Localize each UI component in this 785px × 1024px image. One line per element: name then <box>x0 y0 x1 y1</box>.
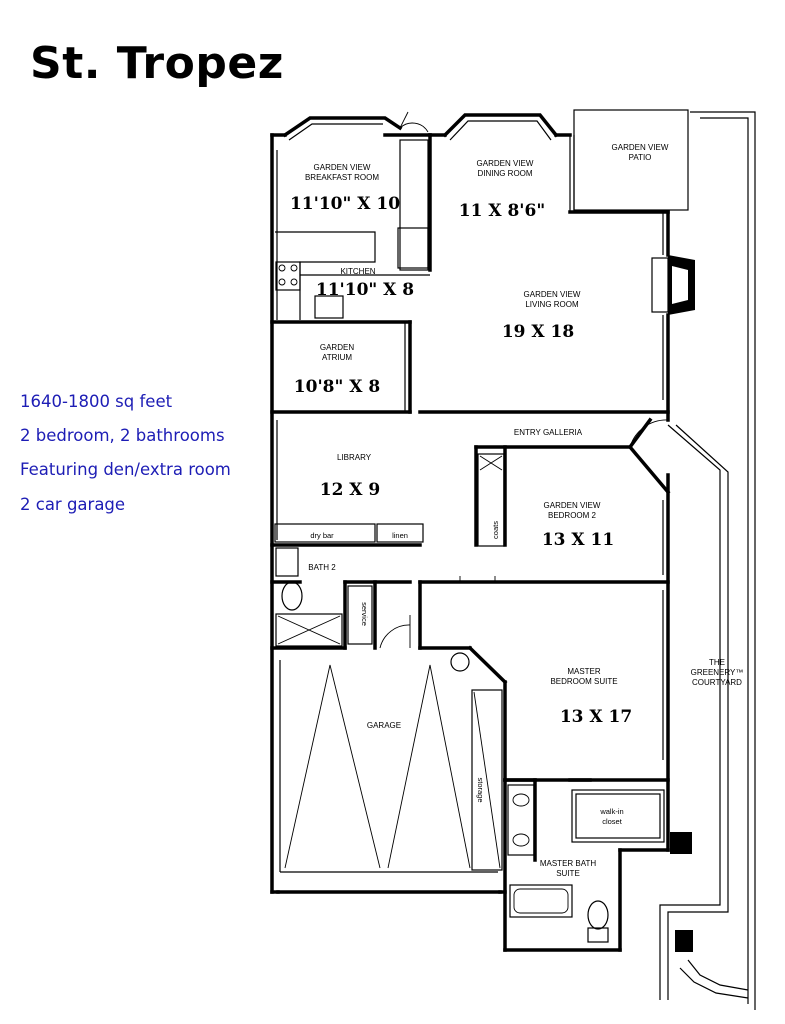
door-swings <box>380 576 495 648</box>
breakfast-room-dimension: 11'10" X 10 <box>289 194 401 214</box>
service-label: service <box>360 602 369 626</box>
courtyard-label-3: COURTYARD <box>692 678 742 687</box>
entry-door <box>630 420 668 447</box>
living-room-label-2: LIVING ROOM <box>525 300 579 309</box>
kitchen-label: KITCHEN <box>340 267 376 276</box>
dining-room-dimension: 11 X 8'6" <box>458 201 546 221</box>
storage-label: storage <box>476 777 485 803</box>
bedroom2-label-2: BEDROOM 2 <box>547 511 597 520</box>
walk-in-closet-label-2: closet <box>602 817 622 826</box>
master-bedroom-label-2: BEDROOM SUITE <box>550 677 618 686</box>
atrium-dimension: 10'8" X 8 <box>293 377 381 397</box>
feature-garage: 2 car garage <box>20 495 126 514</box>
garage-doors <box>278 653 502 892</box>
fireplace <box>652 255 695 315</box>
courtyard-label-1: THE <box>709 658 725 667</box>
library-label: LIBRARY <box>336 453 372 462</box>
atrium-label-2: ATRIUM <box>321 353 353 362</box>
courtyard-boundary <box>660 112 755 1010</box>
master-bedroom-dimension: 13 X 17 <box>559 707 633 727</box>
walk-in-closet-label-1: walk-in <box>600 807 624 816</box>
master-bedroom-label-1: MASTER <box>567 667 601 676</box>
plan-title: St. Tropez <box>30 38 284 89</box>
living-room-label-1: GARDEN VIEW <box>523 290 581 299</box>
garage-label: GARAGE <box>366 721 402 730</box>
feature-sqft: 1640-1800 sq feet <box>20 392 173 411</box>
column-block <box>670 832 692 854</box>
patio-label-2: PATIO <box>628 153 652 162</box>
linen-label: linen <box>392 531 408 540</box>
breakfast-room-label-2: BREAKFAST ROOM <box>304 173 380 182</box>
bedroom2-label-1: GARDEN VIEW <box>543 501 601 510</box>
kitchen-dimension: 11'10" X 8 <box>315 280 415 300</box>
library-dimension: 12 X 9 <box>319 480 381 500</box>
dining-room-label-1: GARDEN VIEW <box>476 159 534 168</box>
feature-den: Featuring den/extra room <box>20 460 231 479</box>
courtyard-label-2: GREENERY™ <box>690 668 744 677</box>
living-room-dimension: 19 X 18 <box>501 322 575 342</box>
atrium-label-1: GARDEN <box>319 343 355 352</box>
bath2-label: BATH 2 <box>308 563 336 572</box>
feature-bedrooms: 2 bedroom, 2 bathrooms <box>20 426 225 445</box>
bedroom2-dimension: 13 X 11 <box>541 530 615 550</box>
entry-galleria-label: ENTRY GALLERIA <box>513 428 583 437</box>
breakfast-room-label-1: GARDEN VIEW <box>313 163 371 172</box>
coats-label: coats <box>491 521 500 539</box>
dining-room-label-2: DINING ROOM <box>477 169 533 178</box>
planter-block <box>675 930 693 952</box>
master-bath-label-2: SUITE <box>556 869 580 878</box>
master-bath-label-1: MASTER BATH <box>539 859 597 868</box>
patio-label-1: GARDEN VIEW <box>611 143 669 152</box>
dry-bar-label: dry bar <box>310 531 334 540</box>
east-windows <box>277 150 663 760</box>
